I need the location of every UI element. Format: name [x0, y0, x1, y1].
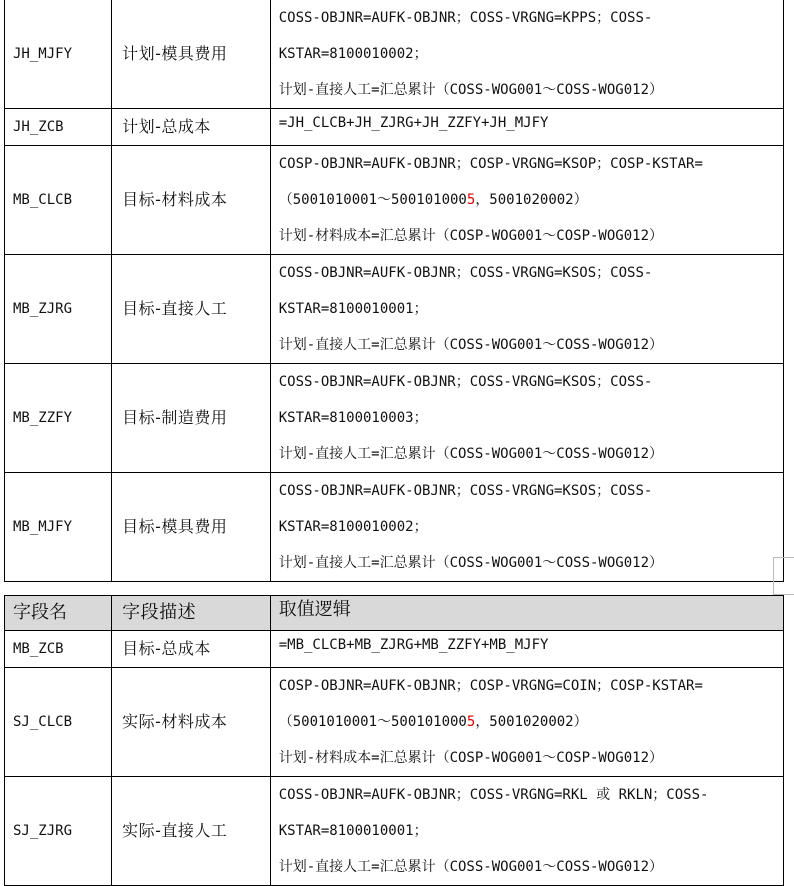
field-logic [270, 473, 783, 582]
field-desc: 目标-材料成本 [112, 146, 271, 255]
field-name: SJ_CLCB [5, 668, 112, 777]
table-row [5, 109, 784, 146]
logic-line: KSTAR=8100010001； [278, 823, 428, 839]
field-name: JH_ZCB [5, 109, 112, 146]
logic-line: 计划-直接人工=汇总累计（COSS-WOG001～COSS-WOG012） [278, 337, 664, 353]
table-row [5, 146, 784, 255]
logic-line: COSS-OBJNR=AUFK-OBJNR；COSS-VRGNG=KPPS；COSS- [278, 10, 653, 26]
logic-line: KSTAR=8100010003； [278, 410, 428, 426]
table-row [5, 631, 784, 668]
logic-line: KSTAR=8100010002； [278, 519, 428, 535]
field-name: MB_MJFY [5, 473, 112, 582]
logic-line: COSP-OBJNR=AUFK-OBJNR；COSP-VRGNG=KSOP；COSP-KSTAR= [278, 156, 703, 172]
highlight-digit: 5 [466, 192, 476, 208]
logic-line: =JH_CLCB+JH_ZJRG+JH_ZZFY+JH_MJFY [278, 115, 549, 131]
field-desc: 目标-制造费用 [112, 364, 271, 473]
table-row [5, 473, 784, 582]
field-table-2 [4, 595, 784, 886]
field-desc: 计划-模具费用 [112, 0, 271, 109]
table-row [5, 0, 784, 109]
field-desc: 目标-总成本 [112, 631, 271, 668]
field-logic [270, 146, 783, 255]
logic-line [279, 704, 775, 740]
field-logic [270, 668, 783, 777]
field-name: MB_ZZFY [5, 364, 112, 473]
table-row [5, 255, 784, 364]
table-row [5, 364, 784, 473]
logic-line: KSTAR=8100010001； [278, 301, 428, 317]
field-table-1 [4, 0, 784, 582]
field-logic [270, 255, 783, 364]
field-name: JH_MJFY [5, 0, 112, 109]
logic-text: （5001010001～500101000 [278, 714, 467, 730]
page-edge-marker [773, 557, 794, 595]
field-name: MB_ZJRG [5, 255, 112, 364]
logic-line: COSS-OBJNR=AUFK-OBJNR；COSS-VRGNG=KSOS；COSS- [278, 265, 653, 281]
field-desc: 实际-直接人工 [112, 777, 271, 886]
field-logic [270, 364, 783, 473]
field-name: MB_CLCB [5, 146, 112, 255]
logic-line: 计划-直接人工=汇总累计（COSS-WOG001～COSS-WOG012） [278, 555, 664, 571]
table-row [5, 777, 784, 886]
logic-line: 计划-直接人工=汇总累计（COSS-WOG001～COSS-WOG012） [278, 446, 664, 462]
logic-line: 计划-直接人工=汇总累计（COSS-WOG001～COSS-WOG012） [278, 859, 664, 875]
logic-text: ，5001020002） [475, 714, 588, 730]
field-name: MB_ZCB [5, 631, 112, 668]
logic-line: COSS-OBJNR=AUFK-OBJNR；COSS-VRGNG=KSOS；COSS- [278, 483, 653, 499]
field-desc: 计划-总成本 [112, 109, 271, 146]
logic-line: COSS-OBJNR=AUFK-OBJNR；COSS-VRGNG=RKL 或 RKLN；COSS- [278, 787, 709, 803]
table-row [5, 668, 784, 777]
header-field-desc: 字段描述 [112, 596, 271, 631]
field-desc: 目标-模具费用 [112, 473, 271, 582]
logic-line: 计划-直接人工=汇总累计（COSS-WOG001～COSS-WOG012） [278, 82, 664, 98]
logic-line: KSTAR=8100010002； [278, 46, 428, 62]
field-logic [270, 631, 783, 668]
field-logic [270, 0, 783, 109]
logic-line: COSP-OBJNR=AUFK-OBJNR；COSP-VRGNG=COIN；COSP-KSTAR= [278, 678, 703, 694]
header-field-logic: 取值逻辑 [270, 596, 783, 631]
highlight-digit: 5 [466, 714, 476, 730]
logic-line: 计划-材料成本=汇总累计（COSP-WOG001～COSP-WOG012） [278, 228, 664, 244]
header-field-name: 字段名 [5, 596, 112, 631]
logic-line: 计划-材料成本=汇总累计（COSP-WOG001～COSP-WOG012） [278, 750, 664, 766]
field-name: SJ_ZJRG [5, 777, 112, 886]
logic-line: COSS-OBJNR=AUFK-OBJNR；COSS-VRGNG=KSOS；COSS- [278, 374, 653, 390]
logic-text: （5001010001～500101000 [278, 192, 467, 208]
logic-line [279, 182, 775, 218]
field-desc: 目标-直接人工 [112, 255, 271, 364]
field-desc: 实际-材料成本 [112, 668, 271, 777]
field-logic [270, 109, 783, 146]
logic-text: ，5001020002） [475, 192, 588, 208]
field-logic [270, 777, 783, 886]
table-header-row [5, 596, 784, 631]
logic-line: =MB_CLCB+MB_ZJRG+MB_ZZFY+MB_MJFY [278, 637, 549, 653]
